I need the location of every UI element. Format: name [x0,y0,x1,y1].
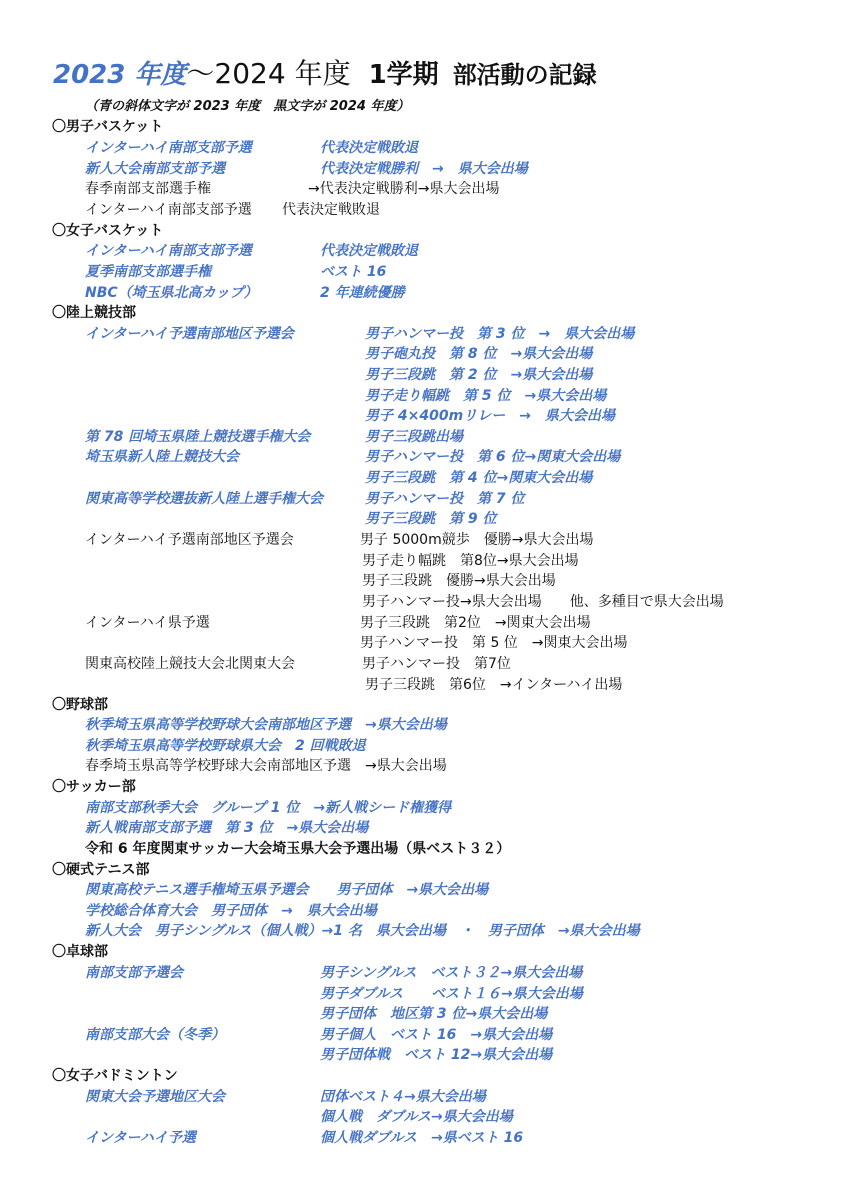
event-result: 男子シングルス ベスト３２→県大会出場 [320,965,583,981]
event-result: 男子ハンマー投 第7位 [362,656,511,672]
event-name: 夏季南部支部選手権 [85,264,211,280]
event-result: 男子三段跳 第 4 位→関東大会出場 [365,470,593,486]
event-name: 南部支部大会（冬季） [85,1027,225,1043]
event-name: 南部支部予選会 [85,965,183,981]
section-heading-text: 〇男子バスケット [52,119,164,135]
event-name: 第 78 回埼玉県陸上競技選手権大会 [85,429,311,445]
event-name: 春季埼玉県高等学校野球大会南部地区予選 →県大会出場 [85,758,447,774]
event-name: インターハイ予選 [85,1130,196,1146]
event-name: 埼玉県新人陸上競技大会 [85,449,239,465]
event-result: 男子走り幅跳 第 5 位 →県大会出場 [365,388,607,404]
event-name: 新人大会南部支部予選 [85,161,225,177]
event-result: 男子ハンマー投 第 5 位 →関東大会出場 [360,635,628,651]
event-result: 男子ハンマー投→県大会出場 他、多種目で県大会出場 [362,594,724,610]
title-year-2023: 2023 年度 [53,60,187,90]
event-name: 春季南部支部選手権 [85,181,211,197]
event-result: 男子三段跳 優勝→県大会出場 [362,573,556,589]
event-name: 新人大会 男子シングルス（個人戦）→1 名 県大会出場 ・ 男子団体 →県大会出場 [85,923,640,939]
event-result: 男子三段跳 第6位 →インターハイ出場 [365,677,623,693]
section-heading-text: 〇女子バスケット [52,223,164,239]
event-result: 代表決定戦敗退 [320,243,418,259]
event-result: 個人戦 ダブルス→県大会出場 [320,1109,513,1125]
event-name: 令和 6 年度関東サッカー大会埼玉県大会予選出場（県ベスト３２） [85,841,511,857]
event-name: NBC（埼玉県北高カップ） [85,285,258,301]
event-name: 関東高校陸上競技大会北関東大会 [85,656,295,672]
event-result: 男子三段跳出場 [365,429,463,445]
section-heading [52,118,163,136]
event-name: インターハイ予選南部地区予選会 [85,532,294,548]
color-legend-note: （青の斜体文字が 2023 年度 黒文字が 2024 年度） [85,99,410,114]
event-result: 団体ベスト４→県大会出場 [320,1089,486,1105]
event-result: 代表決定戦勝利 → 県大会出場 [320,161,528,177]
event-result: 男子団体 地区第 3 位→県大会出場 [320,1006,548,1022]
title-year-2024: ～2024 年度 [186,57,351,90]
event-result: 代表決定戦敗退 [282,202,380,218]
section-heading-text: 〇野球部 [52,697,108,713]
section-heading-text: 〇女子バドミントン [52,1068,178,1084]
event-result: ベスト 16 [320,264,387,280]
section-heading [52,943,108,961]
section-heading [52,222,163,240]
event-result: →代表決定戦勝利→県大会出場 [308,181,500,197]
event-name: 関東高等学校選抜新人陸上選手権大会 [85,491,323,507]
section-heading-text: 〇陸上競技部 [52,305,136,321]
event-result: 男子 5000m競歩 優勝→県大会出場 [360,532,594,548]
event-result: 男子三段跳 第 9 位 [365,511,497,527]
event-result: 男子ハンマー投 第 3 位 → 県大会出場 [365,326,635,342]
event-result: 個人戦ダブルス →県ベスト 16 [320,1130,524,1146]
section-heading [52,1067,178,1085]
event-name: 関東高校テニス選手権埼玉県予選会 男子団体 →県大会出場 [85,882,489,898]
event-result: 男子三段跳 第2位 →関東大会出場 [360,615,591,631]
event-name: 秋季埼玉県高等学校野球県大会 2 回戦敗退 [85,738,366,754]
event-name: インターハイ県予選 [85,615,210,631]
event-name: インターハイ予選南部地区予選会 [85,326,294,342]
event-result: 男子ダブルス ベスト１６→県大会出場 [320,986,583,1002]
section-heading [52,778,136,796]
event-name: 新人戦南部支部予選 第 3 位 →県大会出場 [85,820,369,836]
event-name: 学校総合体育大会 男子団体 → 県大会出場 [85,903,377,919]
event-result: 男子個人 ベスト 16 →県大会出場 [320,1027,553,1043]
event-result: 男子ハンマー投 第 7 位 [365,491,525,507]
event-result: 男子ハンマー投 第 6 位→関東大会出場 [365,449,621,465]
event-result: 男子三段跳 第 2 位 →県大会出場 [365,367,593,383]
section-heading-text: 〇サッカー部 [52,779,136,795]
event-name: インターハイ南部支部予選 [85,202,252,218]
title-term: 1学期 [368,60,439,90]
event-result: 男子 4×400mリレー → 県大会出場 [365,408,615,424]
event-result: 男子走り幅跳 第8位→県大会出場 [362,553,579,569]
title-subtitle: 部活動の記録 [452,61,597,89]
event-name: 関東大会予選地区大会 [85,1089,225,1105]
event-result: 2 年連続優勝 [320,285,405,301]
event-result: 代表決定戦敗退 [320,140,418,156]
event-result: 男子砲丸投 第 8 位 →県大会出場 [365,346,593,362]
section-heading [52,696,108,714]
section-heading-text: 〇卓球部 [52,944,108,960]
section-heading [52,304,136,322]
section-heading [52,861,149,879]
section-heading-text: 〇硬式テニス部 [52,862,150,878]
event-result: 男子団体戦 ベスト 12→県大会出場 [320,1047,553,1063]
event-name: インターハイ南部支部予選 [85,243,252,259]
event-name: 秋季埼玉県高等学校野球大会南部地区予選 →県大会出場 [85,717,447,733]
event-name: インターハイ南部支部予選 [85,140,252,156]
event-name: 南部支部秋季大会 グループ 1 位 →新人戦シード権獲得 [85,800,452,816]
